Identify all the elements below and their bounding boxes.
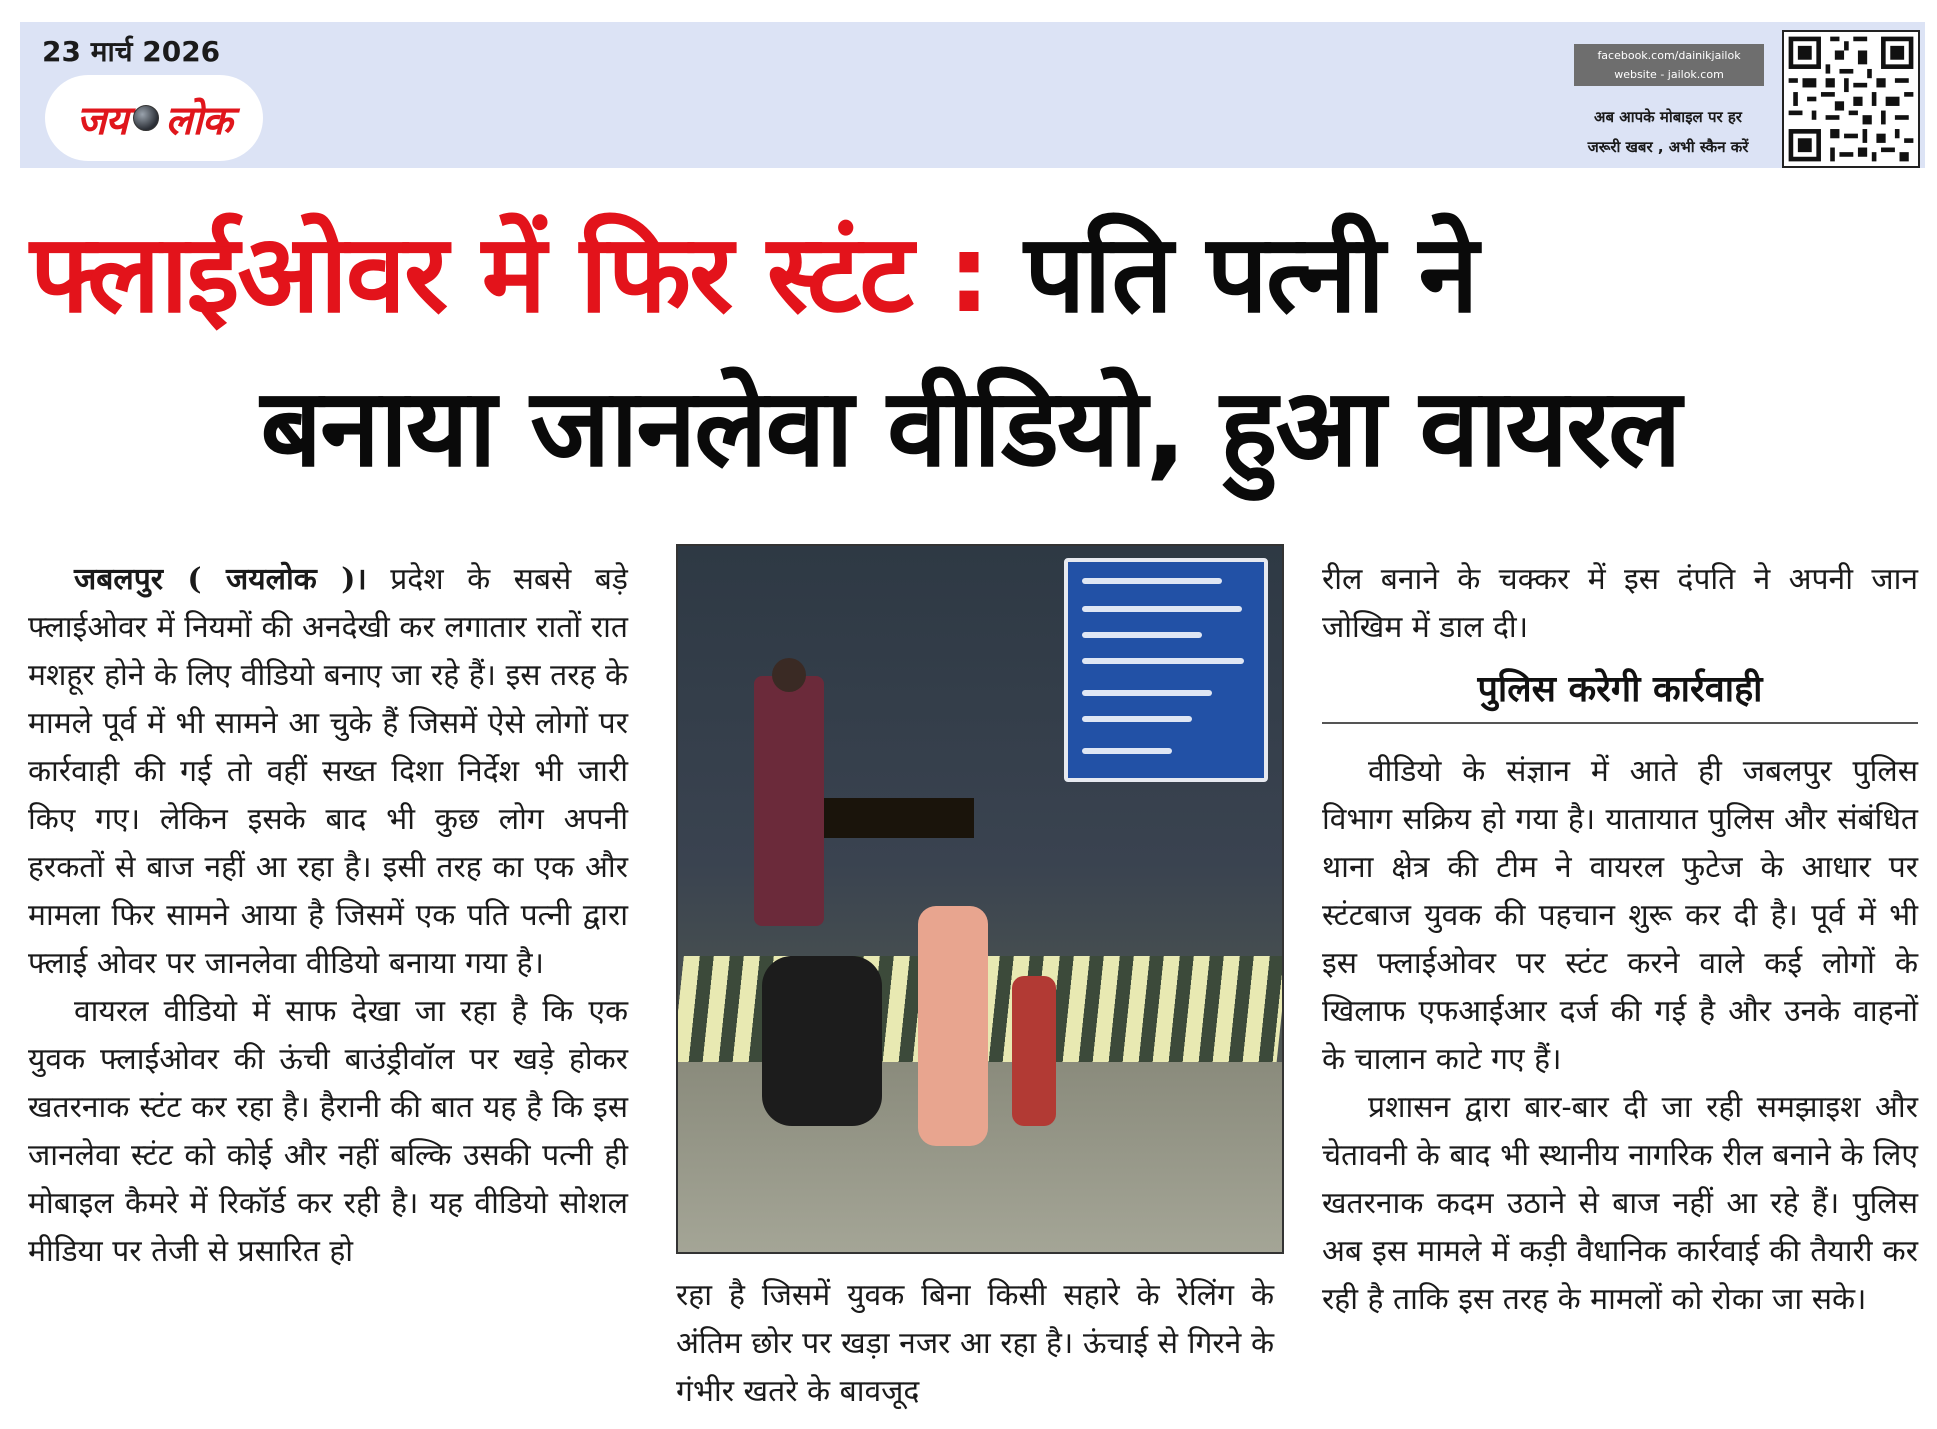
jailok-logo[interactable] (45, 75, 263, 161)
road-sign (1064, 558, 1268, 782)
social-links-box (1574, 44, 1764, 86)
headline-red-part: फ्लाईओवर में फिर स्टंट : (30, 212, 1025, 337)
article-column-2 (676, 1272, 1274, 1416)
paragraph-text: प्रदेश के सबसे बड़े फ्लाईओवर में नियमों की अनदेखी कर लगातार रातों रात मशहूर होने के लिए वीडियो बनाए जा रहे हैं। इस तरह के मामले पूर्व में भी सामने आ चुके हैं जिसमें ऐसे लोगों पर कार्रवाही की गई तो वहीं सख्त दिशा निर्देश भी जारी किए गए। लेकिन इसके बाद भी कुछ लोग अपनी हरकतों से बाज नहीं आ रहा है। इसी तरह का एक और मामला फिर सामने आया है जिसमें एक पति पत्नी द्वारा फ्लाई ओवर पर जानलेवा वीडियो बनाया गया है। (28, 562, 628, 981)
man-head (772, 658, 806, 692)
logo-text-right: लोक (165, 97, 232, 144)
website-link[interactable]: website - jailok.com (1614, 68, 1724, 81)
headline-black-part: पति पत्नी ने (1024, 212, 1477, 337)
headline (30, 198, 1910, 506)
article-paragraph (28, 556, 628, 988)
facebook-link[interactable]: facebook.com/dainikjailok (1597, 49, 1741, 62)
woman (918, 906, 988, 1146)
motorcycle (762, 956, 882, 1126)
article-paragraph: प्रशासन द्वारा बार-बार दी जा रही समझाइश और चेतावनी के बाद भी स्थानीय नागरिक रील बनाने के लिए खतरनाक कदम उठाने से बाज नहीं आ रहे हैं। पुलिस अब इस मामले में कड़ी वैधानिक कार्रवाई की तैयारी कर रही है ताकि इस तरह के मामलों को रोका जा सके। (1322, 1090, 1918, 1317)
masthead-band (20, 22, 1925, 168)
scan-prompt-line2: जरूरी खबर , अभी स्कैन करें (1587, 138, 1749, 156)
issue-date: 23 मार्च 2026 (42, 35, 221, 68)
led-board (824, 798, 974, 838)
scan-prompt-line1: अब आपके मोबाइल पर हर (1594, 108, 1742, 126)
article-paragraph: वायरल वीडियो में साफ देखा जा रहा है कि एक युवक फ्लाईओवर की ऊंची बाउंड्रीवॉल पर खड़े होकर खतरनाक स्टंट कर रहा है। हैरानी की बात यह है कि इस जानलेवा स्टंट को कोई और नहीं बल्कि उसकी पत्नी ही मोबाइल कैमरे में रिकॉर्ड कर रही है। यह वीडियो सोशल मीडिया पर तेजी से प्रसारित हो (28, 994, 628, 1269)
headline-line2: बनाया जानलेवा वीडियो, हुआ वायरल (260, 366, 1680, 491)
article-column-3 (1322, 556, 1918, 652)
logo-text-left: जय (76, 97, 128, 144)
subheading: पुलिस करेगी कार्रवाही (1322, 666, 1918, 724)
article-paragraph: वीडियो के संज्ञान में आते ही जबलपुर पुलिस विभाग सक्रिय हो गया है। यातायात पुलिस और संबंधित थाना क्षेत्र की टीम ने वायरल फुटेज के आधार पर स्टंटबाज युवक की पहचान शुरू कर दी है। पूर्व में भी इस फ्लाईओवर पर स्टंट करने वाले कई लोगों के खिलाफ एफआईआर दर्ज की गई है और उनके वाहनों के चालान काटे गए हैं। (1322, 754, 1918, 1077)
news-photo (676, 544, 1284, 1254)
scan-prompt (1558, 102, 1778, 162)
qr-code[interactable] (1782, 30, 1920, 168)
article-paragraph: रहा है जिसमें युवक बिना किसी सहारे के रेलिंग के अंतिम छोर पर खड़ा नजर आ रहा है। ऊंचाई से गिरने के गंभीर खतरे के बावजूद (676, 1278, 1274, 1409)
child (1012, 976, 1056, 1126)
headline-line1 (30, 198, 1910, 352)
article-column-1 (28, 556, 628, 1276)
globe-icon (133, 105, 159, 131)
article-column-3-lower (1322, 748, 1918, 1324)
article-paragraph: रील बनाने के चक्कर में इस दंपति ने अपनी जान जोखिम में डाल दी। (1322, 562, 1918, 645)
dateline: जबलपुर ( जयलोक )। (74, 562, 367, 597)
man-on-wall (754, 676, 824, 926)
